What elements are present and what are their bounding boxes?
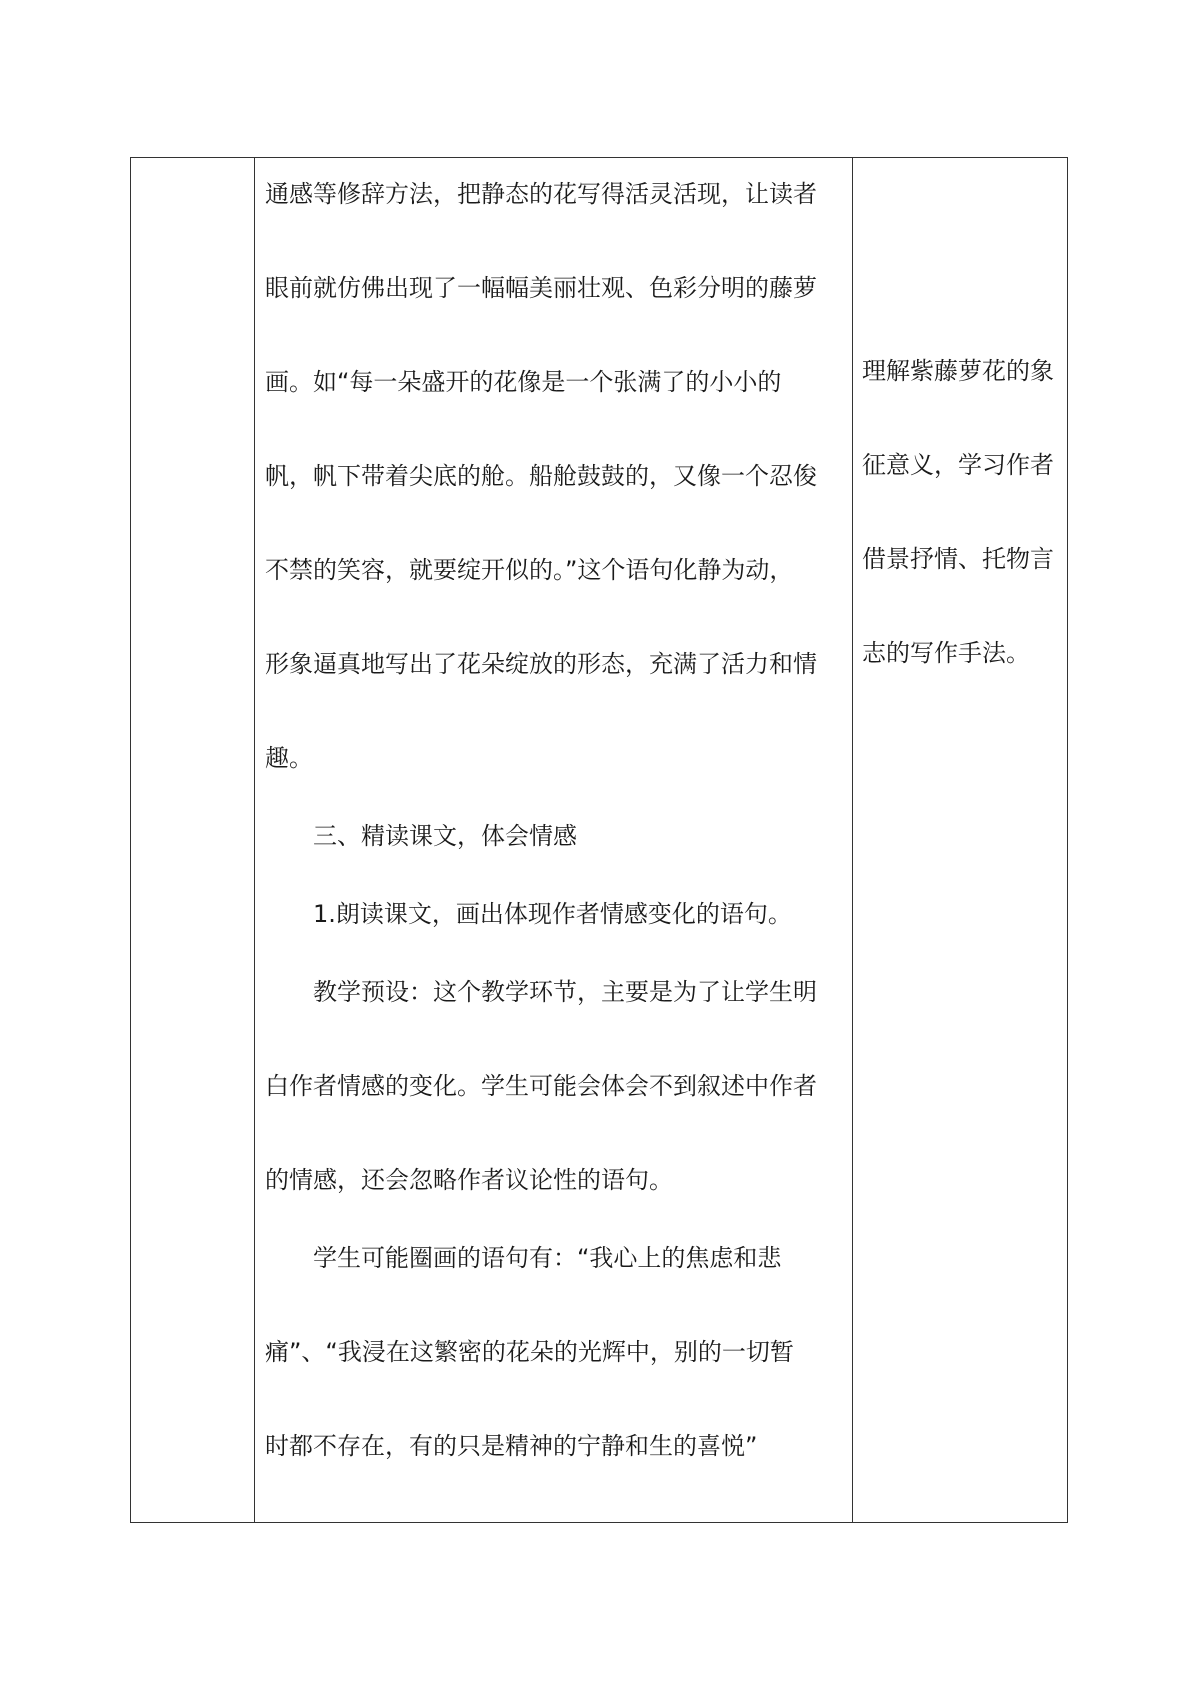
side-text-line: 征意义，学习作者 [862,451,1054,479]
table-row [131,158,1068,1523]
text-line: 趣。 [265,744,313,772]
teaching-process-text [265,158,842,1464]
side-text-line: 理解紫藤萝花的象 [862,357,1054,385]
numbered-step: 1.朗读课文，画出体现作者情感变化的语句。 [313,900,792,928]
section-heading: 三、精读课文，体会情感 [313,822,577,850]
teaching-preset-para: 教学预设：这个教学环节，主要是为了让学生明 [313,978,817,1006]
side-text-line: 志的写作手法。 [862,639,1030,667]
design-intent-cell [853,158,1068,1523]
side-text-line: 借景抒情、托物言 [862,545,1054,573]
empty-left-cell [131,158,255,1523]
text-line: 白作者情感的变化。学生可能会体会不到叙述中作者 [265,1072,817,1100]
text-line: 眼前就仿佛出现了一幅幅美丽壮观、色彩分明的藤萝 [265,274,817,302]
text-line: 的情感，还会忽略作者议论性的语句。 [265,1166,673,1194]
text-line: 通感等修辞方法，把静态的花写得活灵活现，让读者 [265,180,817,208]
student-sentences-para: 学生可能圈画的语句有：“我心上的焦虑和悲 [313,1244,782,1272]
text-line: 帆，帆下带着尖底的舱。船舱鼓鼓的，又像一个忍俊 [265,462,817,490]
text-line: 时都不存在，有的只是精神的宁静和生的喜悦” [265,1432,758,1460]
text-line: 不禁的笑容，就要绽开似的。”这个语句化静为动， [265,556,794,584]
text-line: 痛”、“我浸在这繁密的花朵的光辉中，别的一切暂 [265,1338,794,1366]
lesson-plan-table [130,157,1068,1523]
design-intent-text [862,158,1059,671]
text-line: 画。如“每一朵盛开的花像是一个张满了的小小的 [265,368,782,396]
text-line: 形象逼真地写出了花朵绽放的形态，充满了活力和情 [265,650,817,678]
teaching-process-cell [255,158,853,1523]
